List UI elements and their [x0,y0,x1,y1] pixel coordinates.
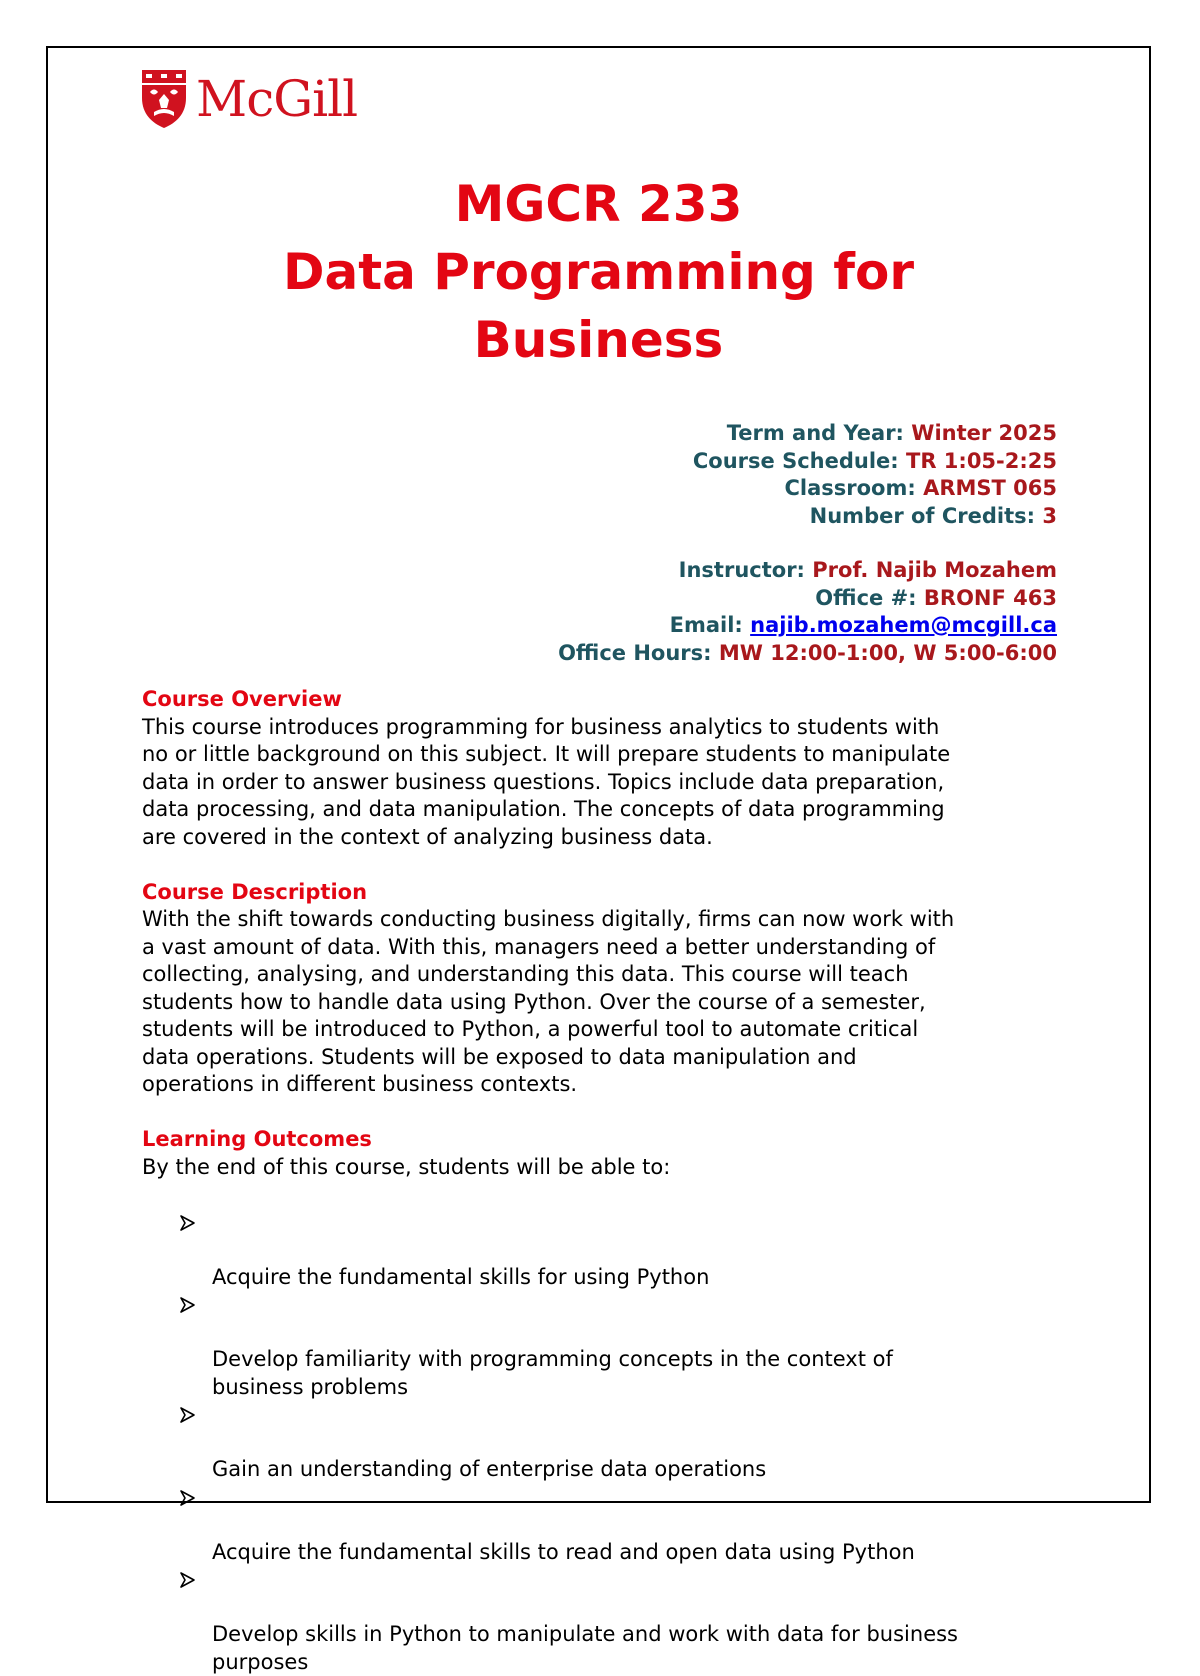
outcome-text: Develop skills in Python to manipulate and work with data for business purposes [212,1622,958,1674]
classroom-line [558,475,1057,503]
arrow-bullet-icon [178,1566,198,1593]
email-label: Email: [670,613,751,637]
office-hours-line [558,640,1057,668]
info-spacer [558,530,1057,557]
office-hours-label: Office Hours: [558,641,719,665]
outcome-text: Acquire the fundamental skills for using Python [212,1265,709,1289]
email-link[interactable]: najib.mozahem@mcgill.ca [750,613,1057,637]
arrow-bullet-icon [178,1209,198,1236]
outcomes-heading: Learning Outcomes [142,1126,1092,1154]
mcgill-logo [140,68,357,130]
instructor-label: Instructor: [679,558,813,582]
list-item [212,1291,1092,1401]
credits-label: Number of Credits: [810,504,1043,528]
classroom-value: ARMST 065 [923,476,1057,500]
description-text: With the shift towards conducting business digitally, firms can now work with a vast amount of data. With this, managers need a better understanding of collecting, analysing, and understanding this data. This course will teach students how to handle data using Python. Over the course of a semester, students will be introduced to Python, a powerful tool to automate critical data operations. Students will be exposed to data manipulation and operations in different business contexts. [142,906,1092,1099]
outcome-text: Develop familiarity with programming concepts in the context of business problems [212,1347,893,1399]
instructor-line [558,557,1057,585]
section-spacer [142,1181,1092,1209]
term-label: Term and Year: [727,421,912,445]
office-hours-value: MW 12:00-1:00, W 5:00-6:00 [719,641,1057,665]
outcomes-list [142,1209,1092,1676]
list-item [212,1484,1092,1567]
overview-text: This course introduces programming for business analytics to students with no or little background on this subject. It will prepare students to manipulate data in order to answer business questions. Topics include data preparation, data processing, and data manipulation. The concepts of data programming are covered in the context of analyzing business data. [142,714,1092,852]
overview-heading: Course Overview [142,686,1092,714]
section-spacer [142,851,1092,879]
list-item [212,1401,1092,1484]
term-value: Winter 2025 [911,421,1057,445]
course-name-line2: Business [46,306,1151,374]
arrow-bullet-icon [178,1484,198,1511]
mcgill-crest-icon [140,68,188,130]
arrow-bullet-icon [178,1401,198,1428]
outcomes-intro: By the end of this course, students will be able to: [142,1154,1092,1182]
office-value: BRONF 463 [924,586,1057,610]
course-name-line1: Data Programming for [46,238,1151,306]
outcome-text: Acquire the fundamental skills to read and open data using Python [212,1540,915,1564]
course-code: MGCR 233 [46,170,1151,238]
schedule-line [558,448,1057,476]
schedule-label: Course Schedule: [693,449,906,473]
term-line [558,420,1057,448]
arrow-bullet-icon [178,1291,198,1318]
office-line [558,585,1057,613]
classroom-label: Classroom: [784,476,923,500]
credits-line [558,503,1057,531]
list-item [212,1209,1092,1292]
course-title [46,170,1151,374]
course-info-block [558,420,1057,667]
section-spacer [142,1099,1092,1127]
mcgill-wordmark: McGill [196,68,357,130]
description-heading: Course Description [142,879,1092,907]
office-label: Office #: [815,586,924,610]
syllabus-content [142,686,1092,1676]
outcome-text: Gain an understanding of enterprise data operations [212,1457,766,1481]
list-item [212,1566,1092,1676]
schedule-value: TR 1:05-2:25 [906,449,1057,473]
instructor-value: Prof. Najib Mozahem [812,558,1057,582]
credits-value: 3 [1042,504,1057,528]
email-line [558,612,1057,640]
